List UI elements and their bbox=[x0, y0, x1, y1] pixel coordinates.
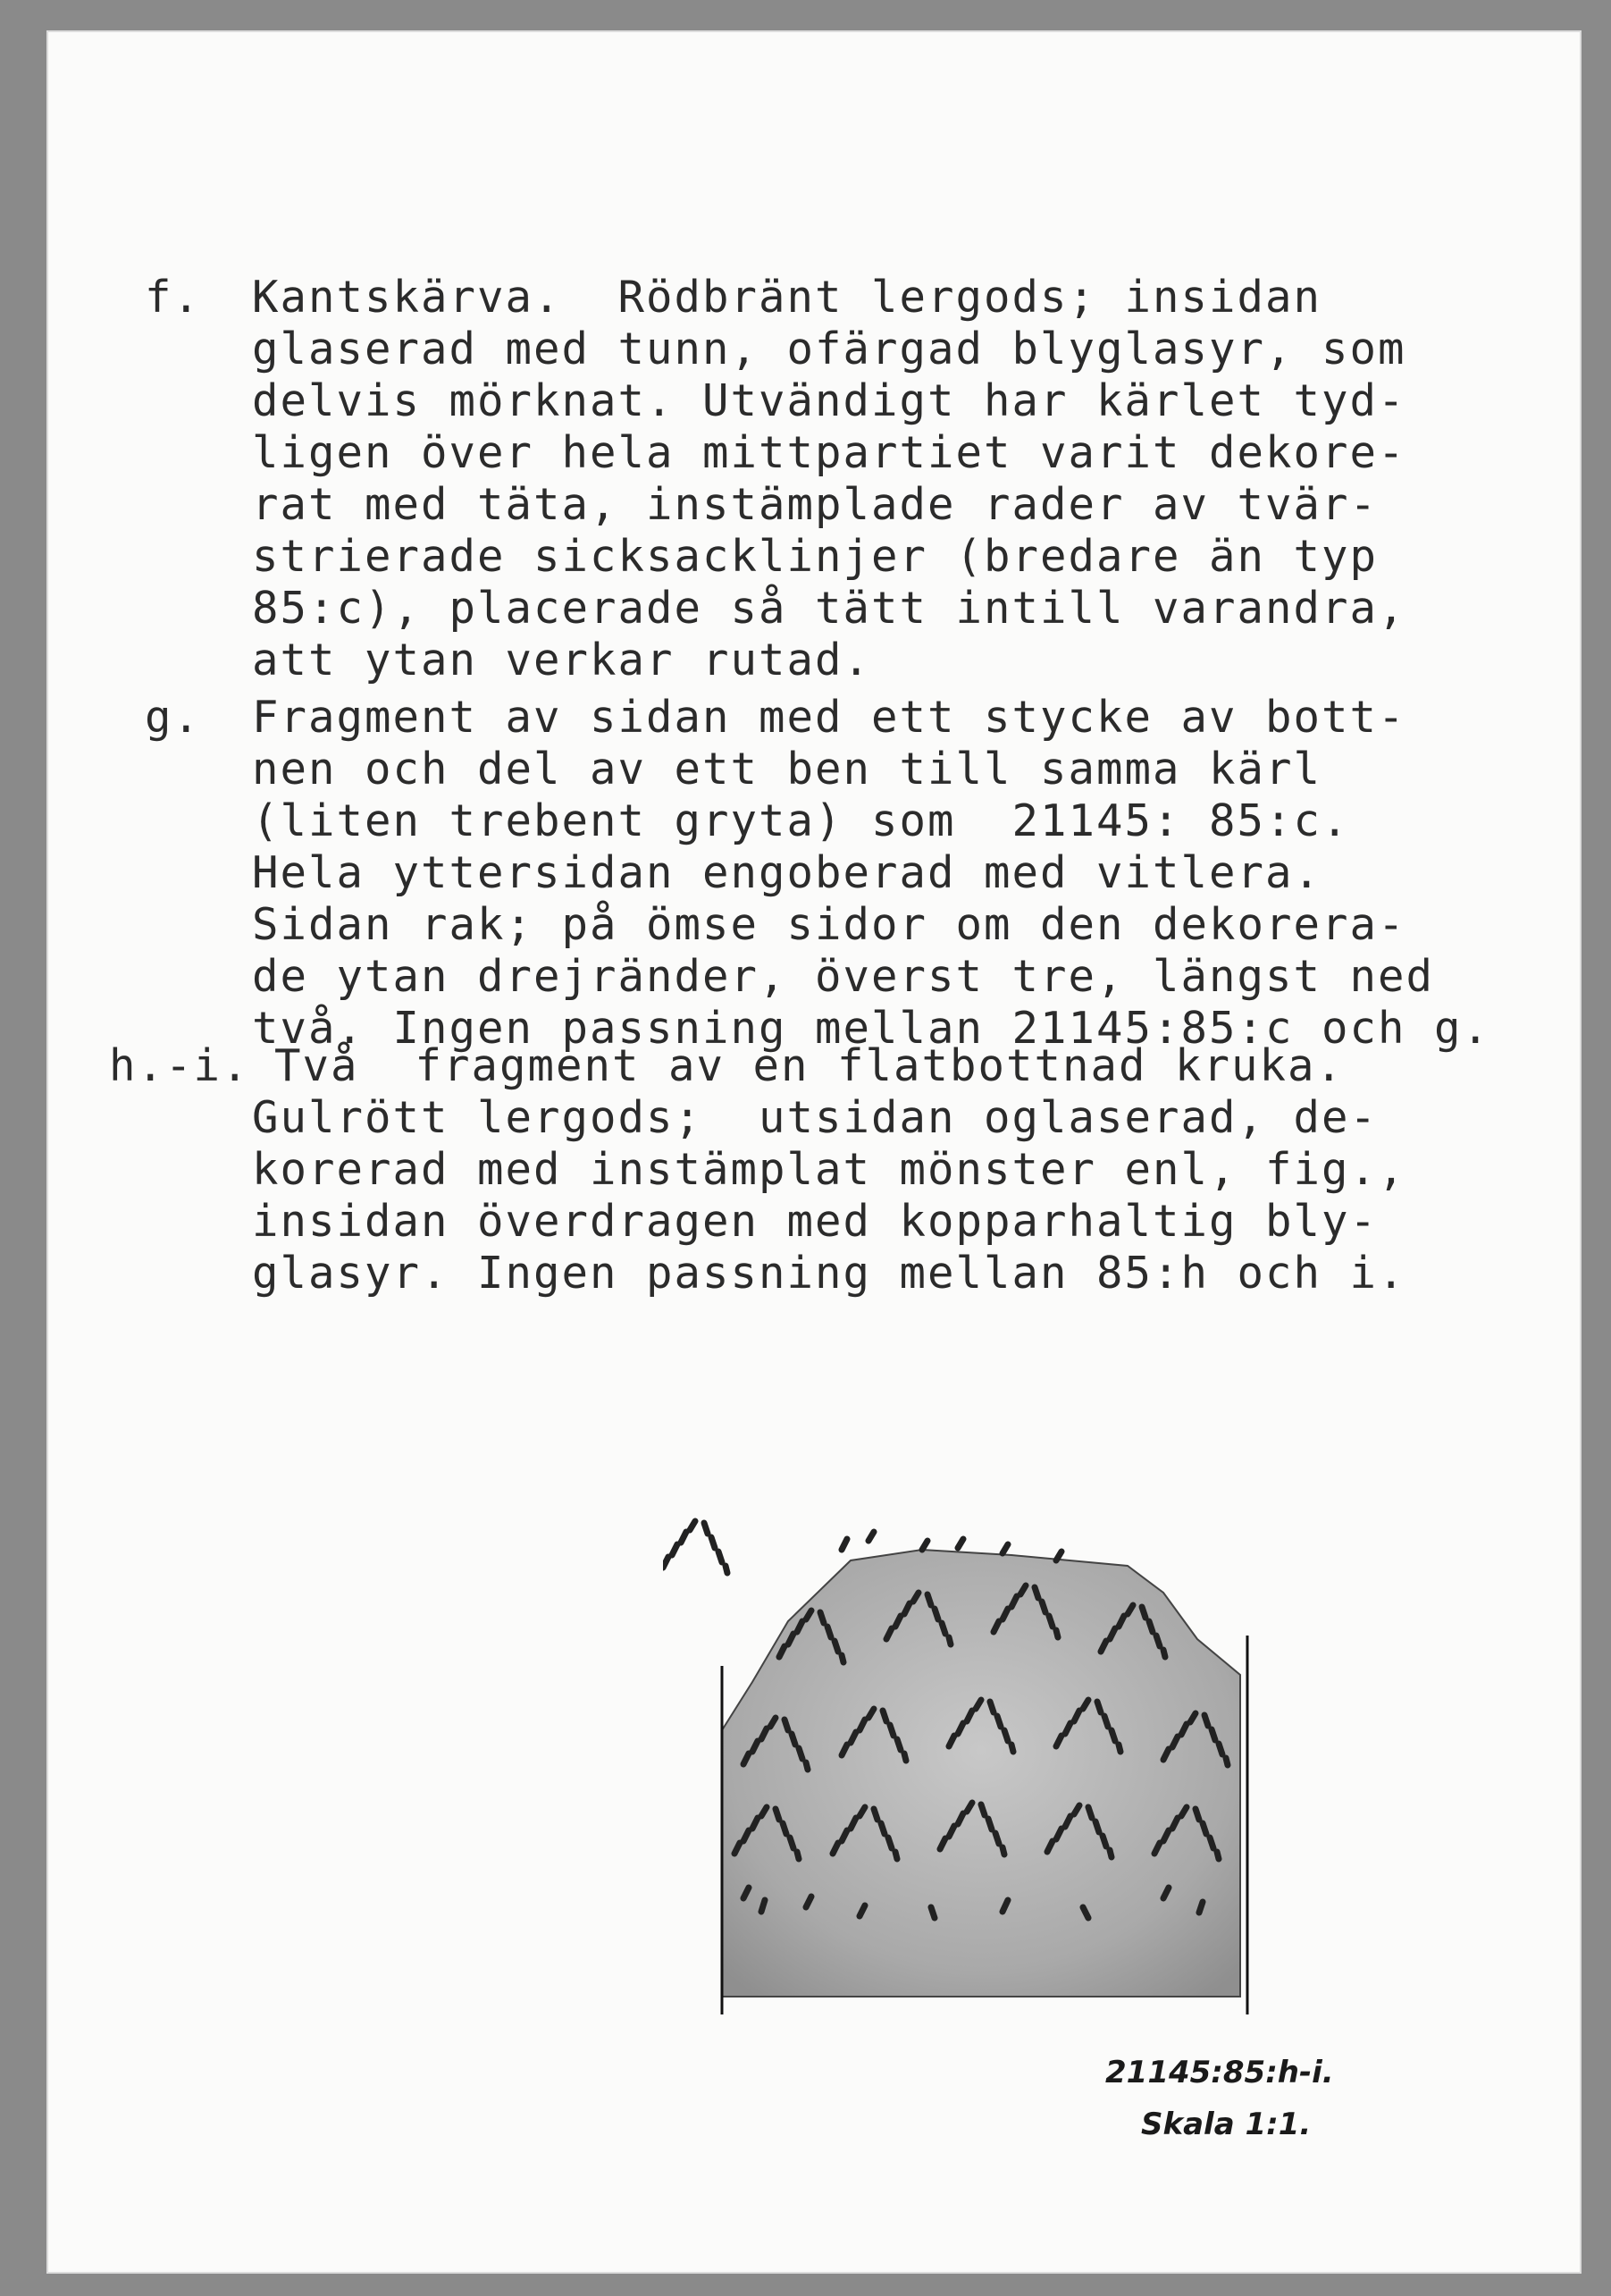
entry-line: rat med täta, instämplade rader av tvär- bbox=[252, 479, 1379, 530]
entry-line: nen och del av ett ben till samma kärl bbox=[252, 744, 1322, 795]
paper-sheet bbox=[46, 30, 1582, 2274]
scale-label: Skala 1:1. bbox=[1141, 2107, 1312, 2142]
entry-line: Två fragment av en flatbottnad kruka. bbox=[274, 1040, 1345, 1091]
entry-line: strierade sicksacklinjer (bredare än typ bbox=[252, 531, 1379, 582]
entry-line: 85:c), placerade så tätt intill varandra, bbox=[252, 583, 1406, 634]
entry-line: (liten trebent gryta) som 21145: 85:c. bbox=[252, 795, 1350, 846]
entry-line: de ytan drejränder, överst tre, längst ned bbox=[252, 951, 1435, 1002]
entry-line: delvis mörknat. Utvändigt har kärlet tyd- bbox=[252, 375, 1406, 426]
entry-line: ligen över hela mittpartiet varit dekore- bbox=[252, 427, 1406, 478]
catalog-number: 21145:85:h-i. bbox=[1105, 2055, 1334, 2090]
entry-line: Hela yttersidan engoberad med vitlera. bbox=[252, 847, 1322, 898]
entry-line: Sidan rak; på ömse sidor om den dekorera- bbox=[252, 899, 1406, 950]
entry-marker: f. bbox=[145, 272, 202, 323]
entry-line: insidan överdragen med kopparhaltig bly- bbox=[252, 1196, 1379, 1247]
sherd-outline bbox=[722, 1550, 1240, 1997]
sherd-drawing bbox=[663, 1514, 1306, 2032]
entry-marker: g. bbox=[145, 692, 202, 743]
entry-line: glasyr. Ingen passning mellan 85:h och i. bbox=[252, 1248, 1406, 1299]
entry-marker: h.-i. bbox=[109, 1040, 250, 1091]
entry-line: glaserad med tunn, ofärgad blyglasyr, som bbox=[252, 324, 1406, 374]
entry-line: Gulrött lergods; utsidan oglaserad, de- bbox=[252, 1092, 1379, 1143]
entry-line: korerad med instämplat mönster enl, fig., bbox=[252, 1144, 1406, 1195]
entry-line: Kantskärva. Rödbränt lergods; insidan bbox=[252, 272, 1322, 323]
entry-line: två. Ingen passning mellan 21145:85:c och g. bbox=[252, 1003, 1491, 1054]
entry-line: Fragment av sidan med ett stycke av bott- bbox=[252, 692, 1406, 743]
entry-line: att ytan verkar rutad. bbox=[252, 635, 872, 685]
